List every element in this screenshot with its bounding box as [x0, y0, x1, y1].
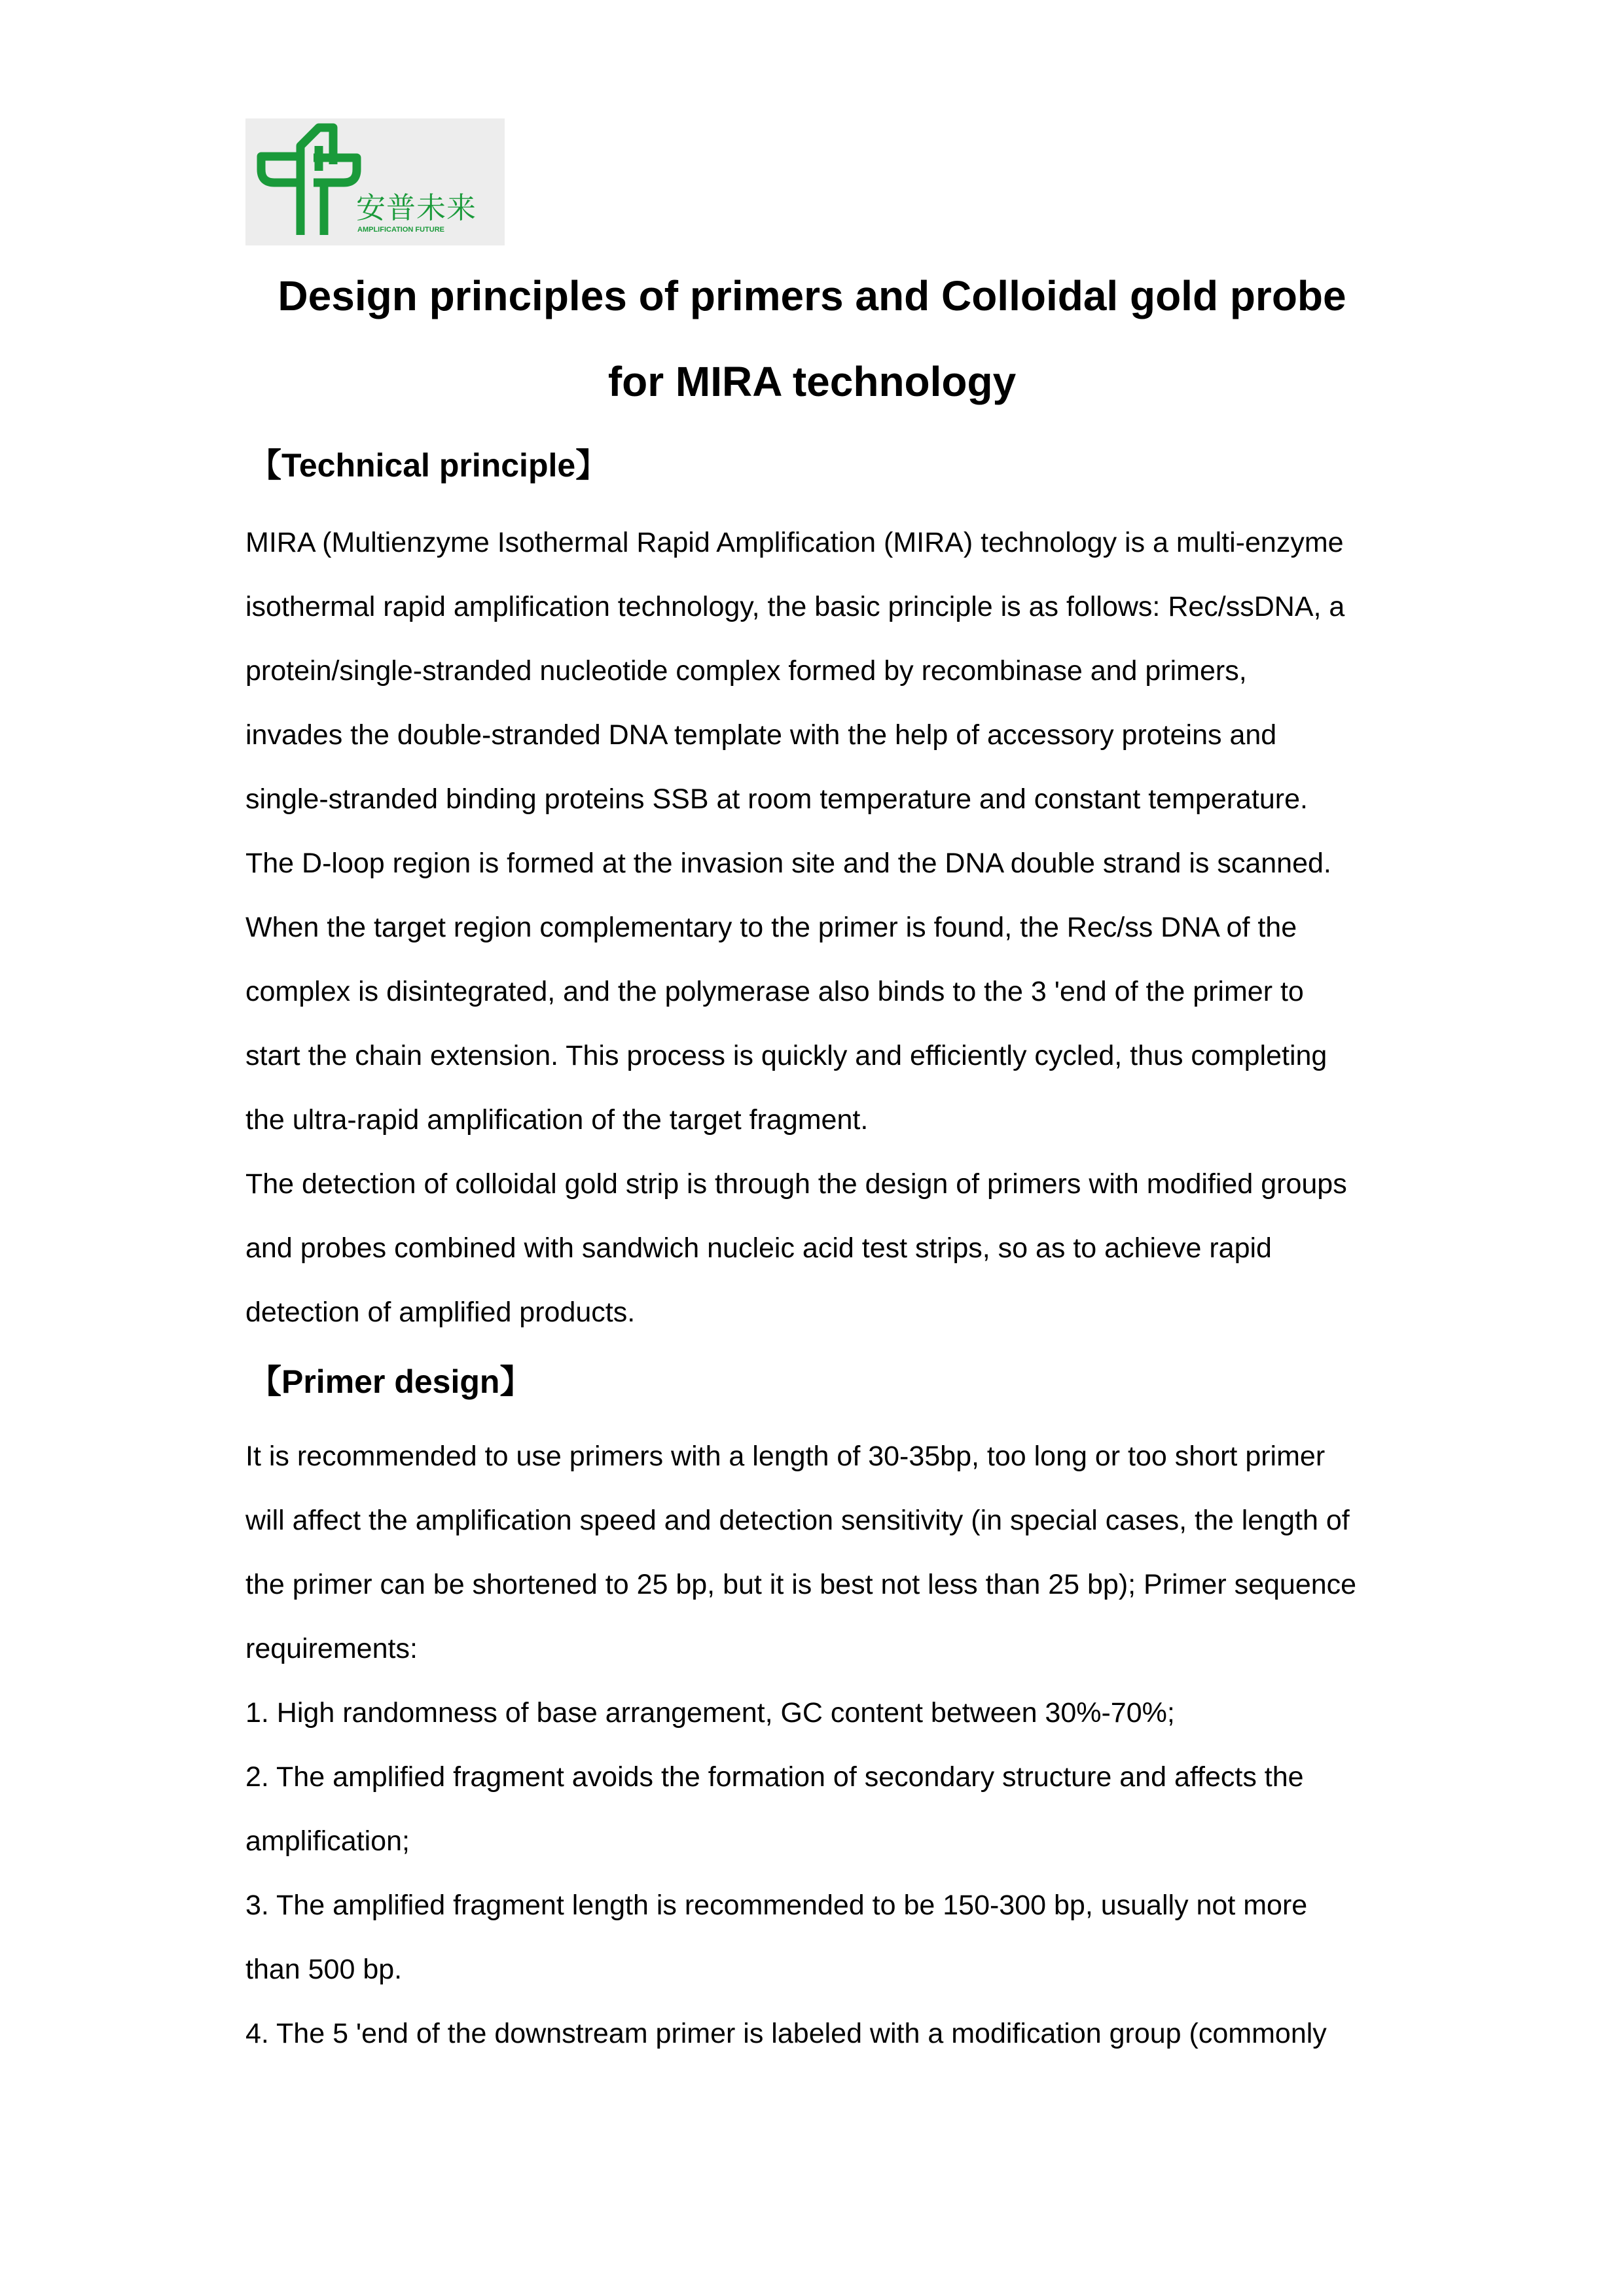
company-logo: [245, 118, 505, 245]
technical-principle-paragraph: [245, 527, 1398, 1361]
list-item: than 500 bp.: [245, 1954, 403, 1985]
list-item: amplification;: [245, 1825, 410, 1857]
primer-design-paragraph: [245, 1441, 1398, 2082]
document-title-line-1: Design principles of primers and Colloidal gold probe: [278, 272, 1346, 319]
text-line: The D-loop region is formed at the invasion site and the DNA double strand is scanned.: [245, 848, 1331, 879]
list-item: 4. The 5 'end of the downstream primer is labeled with a modification group (commonly: [245, 2018, 1327, 2049]
text-line: the primer can be shortened to 25 bp, but it is best not less than 25 bp); Primer sequence: [245, 1569, 1357, 1600]
text-line: It is recommended to use primers with a length of 30-35bp, too long or too short primer: [245, 1441, 1326, 1472]
text-line: single-stranded binding proteins SSB at room temperature and constant temperature.: [245, 783, 1308, 815]
document-title-line-2: for MIRA technology: [607, 358, 1017, 405]
text-line: When the target region complementary to the primer is found, the Rec/ss DNA of the: [245, 912, 1297, 943]
text-line: and probes combined with sandwich nucleic acid test strips, so as to achieve rapid: [245, 1232, 1272, 1264]
list-item: 2. The amplified fragment avoids the formation of secondary structure and affects the: [245, 1761, 1304, 1793]
logo-english-name: AMPLIFICATION FUTURE: [357, 226, 445, 234]
text-line: the ultra-rapid amplification of the target fragment.: [245, 1104, 869, 1136]
section-heading-technical-principle: 【Technical principle】: [249, 447, 609, 484]
text-line: The detection of colloidal gold strip is through the design of primers with modified groups: [245, 1168, 1347, 1200]
logo-chinese-name: 安普未来: [356, 190, 477, 225]
text-line: detection of amplified products.: [245, 1297, 636, 1328]
text-line: complex is disintegrated, and the polymerase also binds to the 3 'end of the primer to: [245, 976, 1304, 1007]
text-line: start the chain extension. This process is quickly and efficiently cycled, thus completing: [245, 1040, 1327, 1071]
text-line: invades the double-stranded DNA template with the help of accessory proteins and: [245, 719, 1277, 751]
text-line: MIRA (Multienzyme Isothermal Rapid Amplification (MIRA) technology is a multi-enzyme: [245, 527, 1344, 558]
list-item: 3. The amplified fragment length is recommended to be 150-300 bp, usually not more: [245, 1890, 1308, 1921]
section-heading-primer-design: 【Primer design】: [249, 1363, 533, 1400]
text-line: protein/single-stranded nucleotide complex formed by recombinase and primers,: [245, 655, 1247, 687]
text-line: isothermal rapid amplification technology, the basic principle is as follows: Rec/ssDNA, a: [245, 591, 1345, 622]
text-line: requirements:: [245, 1633, 418, 1664]
text-line: will affect the amplification speed and detection sensitivity (in special cases, the length of: [245, 1505, 1350, 1536]
list-item: 1. High randomness of base arrangement, GC content between 30%-70%;: [245, 1697, 1175, 1729]
